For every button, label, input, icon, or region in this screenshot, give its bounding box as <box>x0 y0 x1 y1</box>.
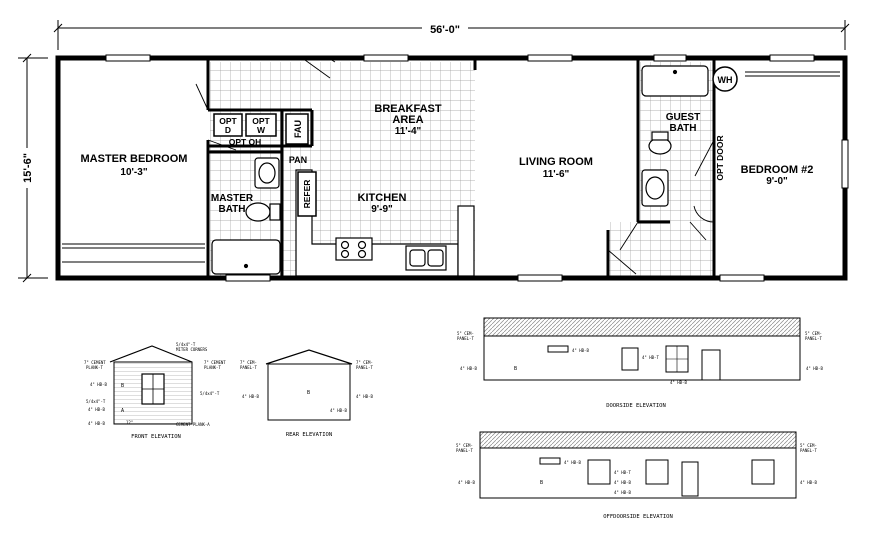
breakfast-area-name-1: BREAKFAST <box>374 103 442 115</box>
opt-door-label: OPT DOOR <box>715 135 725 181</box>
doorside-tag-b: B <box>514 366 518 372</box>
offdoorside-note-hb-l: 4" HB-B <box>458 480 475 485</box>
rear-note-hb-r: 4" HB-B <box>356 394 373 399</box>
breakfast-area-name-2: AREA <box>392 114 424 126</box>
front-note-cement-r2: PLANK-T <box>204 365 221 370</box>
rear-elevation-title: REAR ELEVATION <box>285 432 333 438</box>
doorside-note-hb-1: 4" HB-B <box>572 348 589 353</box>
offdoorside-elevation <box>456 432 817 520</box>
dimension-depth <box>18 54 48 282</box>
front-note-miter-2: MITER CORNERS <box>176 347 208 352</box>
front-note-miter: 5/4x4"-T <box>176 342 196 347</box>
opt-oh-label: OPT OH <box>228 137 262 147</box>
master-bedroom-size: 10'-3" <box>120 167 148 178</box>
front-tag-b: B <box>121 383 125 389</box>
master-bedroom-name: MASTER BEDROOM <box>80 153 188 165</box>
kitchen-size: 9'-9" <box>371 204 393 215</box>
rear-note-cem-r2: PANEL-T <box>356 365 373 370</box>
guest-bath-line1: GUEST <box>665 112 701 123</box>
front-tag-a: A <box>121 408 125 414</box>
front-note-corner-r: 5/4x4"-T <box>200 391 220 396</box>
doorside-note-hb-3: 4" HB-B <box>670 380 687 385</box>
doorside-note-cem-r1: 5" CEM- <box>805 331 822 336</box>
opt-w-line2: W <box>256 125 266 135</box>
tile-floor-entry <box>608 222 714 276</box>
overall-width-label: 56'-0" <box>430 24 460 36</box>
front-note-cement-l1: 7" CEMENT <box>84 360 106 365</box>
offdoorside-elevation-title: OFFDOORSIDE ELEVATION <box>603 514 673 520</box>
rear-note-cem-l2: PANEL-T <box>240 365 257 370</box>
dimension-width <box>54 20 849 50</box>
offdoorside-note-cem-r2: PANEL-T <box>800 448 817 453</box>
master-bath-line1: MASTER <box>210 193 254 204</box>
front-note-cement-l2: PLANK-T <box>86 365 103 370</box>
front-note-dim: 12" <box>126 420 134 425</box>
front-note-corner-l: 5/4x4"-T <box>86 399 106 404</box>
offdoorside-tag-b: B <box>540 480 544 486</box>
doorside-note-cem-r2: PANEL-T <box>805 336 822 341</box>
rear-tag-b: B <box>307 390 311 396</box>
offdoorside-note-hb-1: 4" HB-B <box>564 460 581 465</box>
opt-d-line1: OPT <box>219 116 237 126</box>
offdoorside-note-hb-4: 4" HB-B <box>614 490 631 495</box>
master-bath-line2: BATH <box>218 204 246 215</box>
guest-bath-line2: BATH <box>669 123 697 134</box>
breakfast-area-size: 11'-4" <box>394 126 422 137</box>
fau-label: FAU <box>293 120 303 138</box>
living-room-name: LIVING ROOM <box>519 156 593 168</box>
doorside-note-hb-2: 4" HB-T <box>642 355 659 360</box>
front-elevation <box>84 342 226 440</box>
offdoorside-note-cem-l2: PANEL-T <box>456 448 473 453</box>
kitchen-name: KITCHEN <box>357 192 407 204</box>
doorside-note-hb-l: 4" HB-B <box>460 366 477 371</box>
front-note-hb-l2: 4" HB-B <box>88 407 105 412</box>
opt-w-line1: OPT <box>252 116 270 126</box>
refer-label: REFER <box>302 179 312 209</box>
front-note-bottom: CEMENT PLANK-A <box>176 422 210 427</box>
offdoorside-note-cem-l1: 5" CEM- <box>456 443 473 448</box>
opt-d-line2: D <box>224 125 232 135</box>
rear-note-cem-l1: 7" CEM- <box>240 360 257 365</box>
floor-plan <box>58 55 848 281</box>
front-note-cement-r1: 7" CEMENT <box>204 360 226 365</box>
living-room-size: 11'-6" <box>542 169 570 180</box>
rear-note-cem-r1: 7" CEM- <box>356 360 373 365</box>
front-elevation-title: FRONT ELEVATION <box>131 434 181 440</box>
pan-label: PAN <box>288 155 308 165</box>
front-note-hb-l3: 4" HB-B <box>88 421 105 426</box>
wh-label: WH <box>717 75 733 85</box>
doorside-note-cem-l1: 5" CEM- <box>457 331 474 336</box>
rear-note-hb-l: 4" HB-B <box>242 394 259 399</box>
bedroom2-size: 9'-0" <box>766 176 788 187</box>
bedroom2-name: BEDROOM #2 <box>740 164 814 176</box>
doorside-note-cem-l2: PANEL-T <box>457 336 474 341</box>
rear-note-hb-c: 4" HB-B <box>330 408 347 413</box>
offdoorside-note-hb-2: 4" HB-T <box>614 470 631 475</box>
front-note-hb-l: 4" HB-B <box>90 382 107 387</box>
overall-depth-label: 15'-6" <box>22 153 34 183</box>
offdoorside-note-cem-r1: 5" CEM- <box>800 443 817 448</box>
rear-elevation <box>240 350 373 438</box>
doorside-elevation <box>457 318 823 409</box>
doorside-elevation-title: DOORSIDE ELEVATION <box>606 403 666 409</box>
offdoorside-note-hb-r: 4" HB-B <box>800 480 817 485</box>
offdoorside-note-hb-3: 4" HB-B <box>614 480 631 485</box>
doorside-note-hb-r: 4" HB-B <box>806 366 823 371</box>
